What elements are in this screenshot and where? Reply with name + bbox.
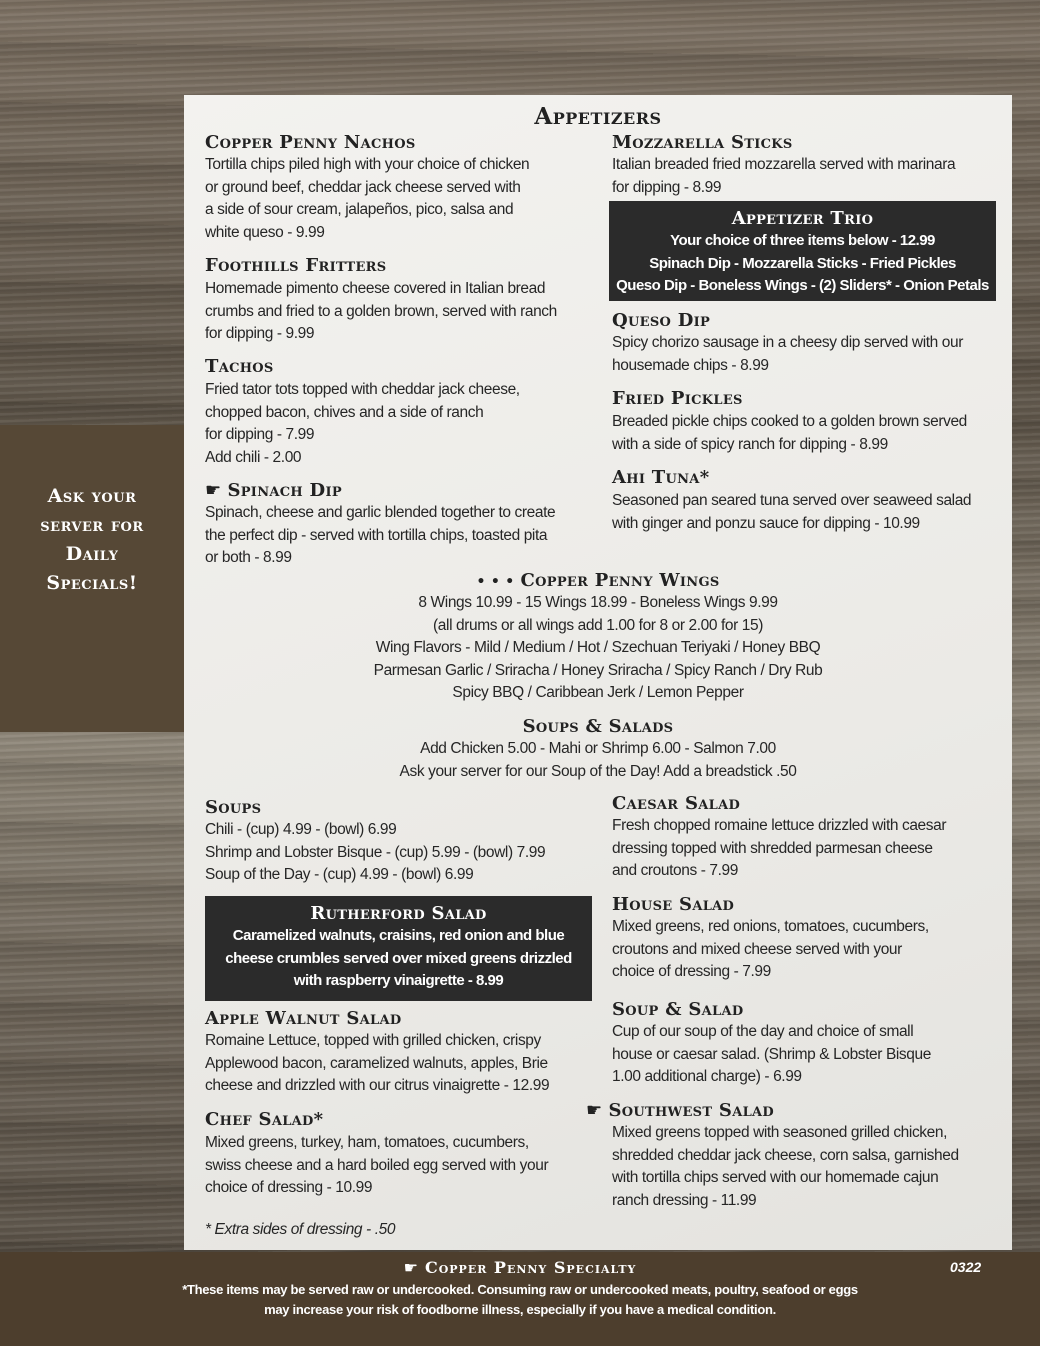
pointing-hand-icon: ☛	[403, 1258, 419, 1277]
wings-desc: 8 Wings 10.99 - 15 Wings 18.99 - Boneless Wings 9.99 (all drums or all wings add 1.00 for 8 or 2.00 for 15) Wing Flavors - Mild / Medium / Hot / Szechuan Teriyaki / Honey BBQ Parmesan Garlic / Sriracha / Honey Sriracha / Spicy Ranch / Dry Rub Spicy BBQ / Caribbean Jerk / Lemon Pepper	[373, 594, 823, 701]
pickles-desc: Breaded pickle chips cooked to a golden brown served with a side of spicy ranch for dipping - 8.99	[612, 413, 967, 453]
house-desc: Mixed greens, red onions, tomatoes, cucumbers, croutons and mixed cheese served with your choice of dressing - 7.99	[612, 918, 929, 980]
specialty-label: Copper Penny Specialty	[424, 1258, 637, 1277]
fritters-desc: Homemade pimento cheese covered in Italian bread crumbs and fried to a golden brown, served with ranch for dipping - 9.99	[205, 280, 557, 342]
trio-desc: Your choice of three items below - 12.99 Spinach Dip - Mozzarella Sticks - Fried Pickles Queso Dip - Boneless Wings - (2) Sliders* - Onion Petals	[616, 232, 989, 294]
apple-desc: Romaine Lettuce, topped with grilled chicken, crispy Applewood bacon, caramelized walnuts, apples, Brie cheese and drizzled with our citrus vinaigrette - 12.99	[205, 1032, 550, 1094]
rutherford-name: Rutherford Salad	[310, 903, 487, 924]
appetizer-trio-box	[609, 201, 996, 301]
wings-bullets: • • •	[476, 574, 515, 590]
queso-name: Queso Dip	[612, 310, 711, 331]
house-name: House Salad	[612, 894, 735, 915]
mozz-desc: Italian breaded fried mozzarella served with marinara for dipping - 8.99	[612, 156, 956, 196]
specialty-legend	[0, 1258, 1040, 1277]
spinach-desc: Spinach, cheese and garlic blended together to create the perfect dip - served with tortilla chips, toasted pita or both - 8.99	[205, 504, 556, 566]
spinach-header	[205, 480, 342, 501]
mozz-name: Mozzarella Sticks	[612, 132, 793, 153]
queso-desc: Spicy chorizo sausage in a cheesy dip served with our housemade chips - 8.99	[612, 334, 963, 374]
ahi-name: Ahi Tuna*	[612, 467, 710, 488]
chef-name: Chef Salad*	[205, 1109, 324, 1130]
extra-dressing-note: * Extra sides of dressing - .50	[205, 1221, 396, 1238]
soups-salads-desc: Add Chicken 5.00 - Mahi or Shrimp 6.00 - Salmon 7.00 Ask your server for our Soup of the Day! Add a breadstick .50	[399, 740, 797, 780]
pickles-name: Fried Pickles	[612, 388, 743, 409]
soups-name: Soups	[205, 797, 262, 818]
soupsalad-desc: Cup of our soup of the day and choice of small house or caesar salad. (Shrimp & Lobster Bisque 1.00 additional charge) - 6.99	[612, 1023, 931, 1085]
fritters-name: Foothills Fritters	[205, 255, 387, 276]
trio-name: Appetizer Trio	[731, 208, 874, 229]
spinach-name: Spinach Dip	[227, 480, 342, 501]
nachos-desc: Tortilla chips piled high with your choice of chicken or ground beef, cheddar jack cheese served with a side of sour cream, jalapeños, pico, salsa and white queso - 9.99	[205, 156, 530, 241]
apple-name: Apple Walnut Salad	[205, 1008, 402, 1029]
pointing-hand-icon: ☛	[205, 480, 222, 501]
soups-salads-title: Soups & Salads	[522, 716, 674, 737]
nachos-name: Copper Penny Nachos	[205, 132, 416, 153]
appetizers-title: Appetizers	[534, 103, 662, 130]
tachos-desc: Fried tator tots topped with cheddar jack cheese, chopped bacon, chives and a side of ranch for dipping - 7.99 Add chili - 2.00	[205, 381, 520, 466]
rutherford-box	[205, 896, 592, 1001]
tachos-name: Tachos	[205, 356, 274, 377]
soupsalad-name: Soup & Salad	[612, 999, 744, 1020]
southwest-name: Southwest Salad	[608, 1100, 774, 1121]
southwest-desc: Mixed greens topped with seasoned grilled chicken, shredded cheddar jack cheese, corn salsa, garnished with tortilla chips served with our homemade cajun ranch dressing - 11.99	[612, 1124, 959, 1209]
wings-header	[184, 570, 1012, 591]
rutherford-desc: Caramelized walnuts, craisins, red onion and blue cheese crumbles served over mixed greens drizzled with raspberry vinaigrette - 8.99	[225, 927, 572, 989]
menu-code: 0322	[950, 1259, 982, 1275]
pointing-hand-icon: ☛	[586, 1100, 603, 1121]
daily-specials-text: Ask your server for Daily Specials!	[40, 485, 144, 594]
caesar-name: Caesar Salad	[612, 793, 741, 814]
chef-desc: Mixed greens, turkey, ham, tomatoes, cucumbers, swiss cheese and a hard boiled egg served with your choice of dressing - 10.99	[205, 1134, 549, 1196]
caesar-desc: Fresh chopped romaine lettuce drizzled with caesar dressing topped with shredded parmesan cheese and croutons - 7.99	[612, 817, 947, 879]
wings-name: Copper Penny Wings	[520, 570, 720, 591]
ahi-desc: Seasoned pan seared tuna served over seaweed salad with ginger and ponzu sauce for dipping - 10.99	[612, 492, 972, 532]
soups-desc: Chili - (cup) 4.99 - (bowl) 6.99 Shrimp and Lobster Bisque - (cup) 5.99 - (bowl) 7.99 Soup of the Day - (cup) 4.99 - (bowl) 6.99	[205, 821, 546, 883]
southwest-header	[586, 1100, 774, 1121]
raw-food-warning: *These items may be served raw or undercooked. Consuming raw or undercooked meats, poultry, seafood or eggs may increase your risk of foodborne illness, especially if you have a medical condition.	[182, 1282, 858, 1317]
